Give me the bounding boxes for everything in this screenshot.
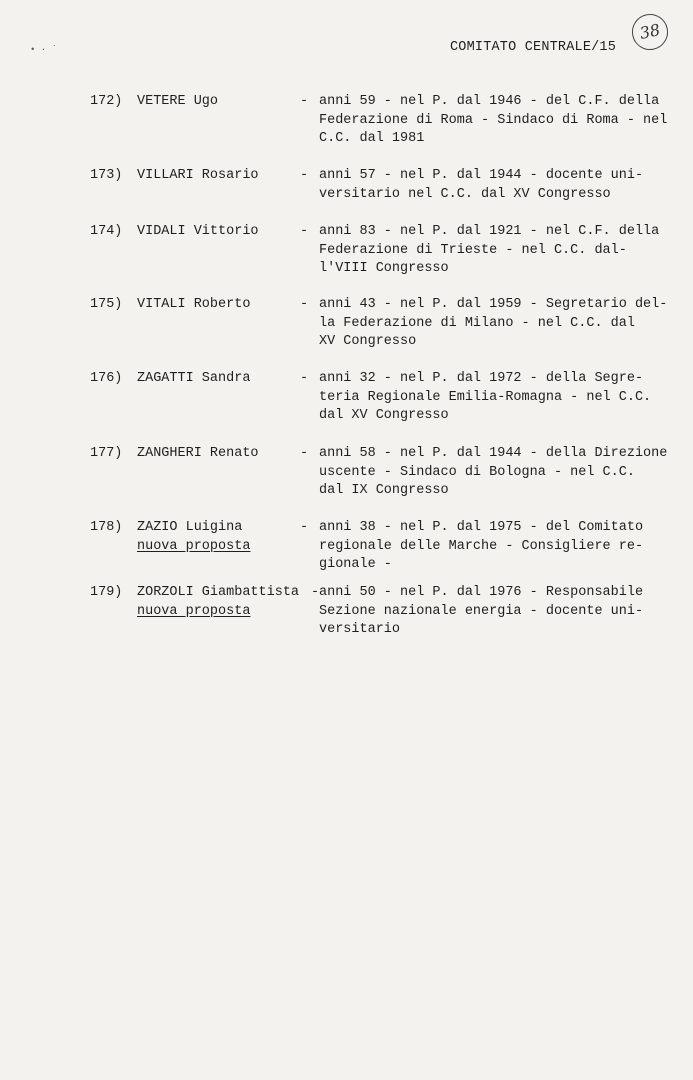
- entry-description: anni 83 - nel P. dal 1921 - nel C.F. della Federazione di Trieste - nel C.C. dal- l'VIII Congresso: [319, 224, 660, 276]
- entry-dash: -: [300, 168, 309, 183]
- entry-name: [137, 519, 307, 556]
- entry-name: [137, 296, 307, 315]
- entry-dash: -: [311, 585, 320, 600]
- entry-description: anni 43 - nel P. dal 1959 - Segretario del- la Federazione di Milano - nel C.C. dal XV Congresso: [319, 297, 668, 349]
- entry-name-text: VITALI Roberto: [137, 297, 251, 312]
- entry-dash: -: [300, 446, 309, 461]
- entry-name-text: ZANGHERI Renato: [137, 446, 259, 461]
- entry-name: [137, 370, 307, 389]
- entry-dash: -: [300, 297, 309, 312]
- entry-dash: -: [300, 371, 309, 386]
- entry-number: 176): [90, 371, 123, 386]
- entry-dash: -: [300, 94, 309, 109]
- entry-name: [137, 445, 307, 464]
- entry-note: nuova proposta: [137, 538, 251, 554]
- entry-description: anni 59 - nel P. dal 1946 - del C.F. della Federazione di Roma - Sindaco di Roma - nel C.C. dal 1981: [319, 94, 668, 146]
- paper-specks: • · ˙: [30, 45, 58, 55]
- entry-number: 174): [90, 224, 123, 239]
- page-header: COMITATO CENTRALE/15: [450, 40, 617, 55]
- page-number-stamp: 38: [629, 11, 672, 54]
- entry-description: anni 32 - nel P. dal 1972 - della Segre- teria Regionale Emilia-Romagna - nel C.C. dal XV Congresso: [319, 371, 652, 423]
- entry-number: 173): [90, 168, 123, 183]
- entry-description: anni 57 - nel P. dal 1944 - docente uni- versitario nel C.C. dal XV Congresso: [319, 168, 644, 202]
- entry-dash: -: [300, 224, 309, 239]
- entry-number: 178): [90, 520, 123, 535]
- entry-note: nuova proposta: [137, 603, 251, 619]
- entry-name: [137, 223, 307, 242]
- entry-number: 179): [90, 585, 123, 600]
- entry-name-text: ZAGATTI Sandra: [137, 371, 251, 386]
- entry-name-text: ZORZOLI Giambattista: [137, 585, 300, 600]
- entry-number: 175): [90, 297, 123, 312]
- entry-name: [137, 167, 307, 186]
- entry-description: anni 58 - nel P. dal 1944 - della Direzione uscente - Sindaco di Bologna - nel C.C. dal IX Congresso: [319, 446, 668, 498]
- entry-description: anni 50 - nel P. dal 1976 - Responsabile Sezione nazionale energia - docente uni- versitario: [319, 585, 644, 637]
- entry-dash: -: [300, 520, 309, 535]
- entry-name-text: VETERE Ugo: [137, 94, 219, 109]
- entry-name: [137, 93, 307, 112]
- entry-number: 172): [90, 94, 123, 109]
- entry-name-text: ZAZIO Luigina: [137, 520, 243, 535]
- entry-name-text: VILLARI Rosario: [137, 168, 259, 183]
- entry-description: anni 38 - nel P. dal 1975 - del Comitato regionale delle Marche - Consigliere re- gionale -: [319, 520, 644, 572]
- entry-name-text: VIDALI Vittorio: [137, 224, 259, 239]
- entry-number: 177): [90, 446, 123, 461]
- entry-name: [137, 584, 307, 621]
